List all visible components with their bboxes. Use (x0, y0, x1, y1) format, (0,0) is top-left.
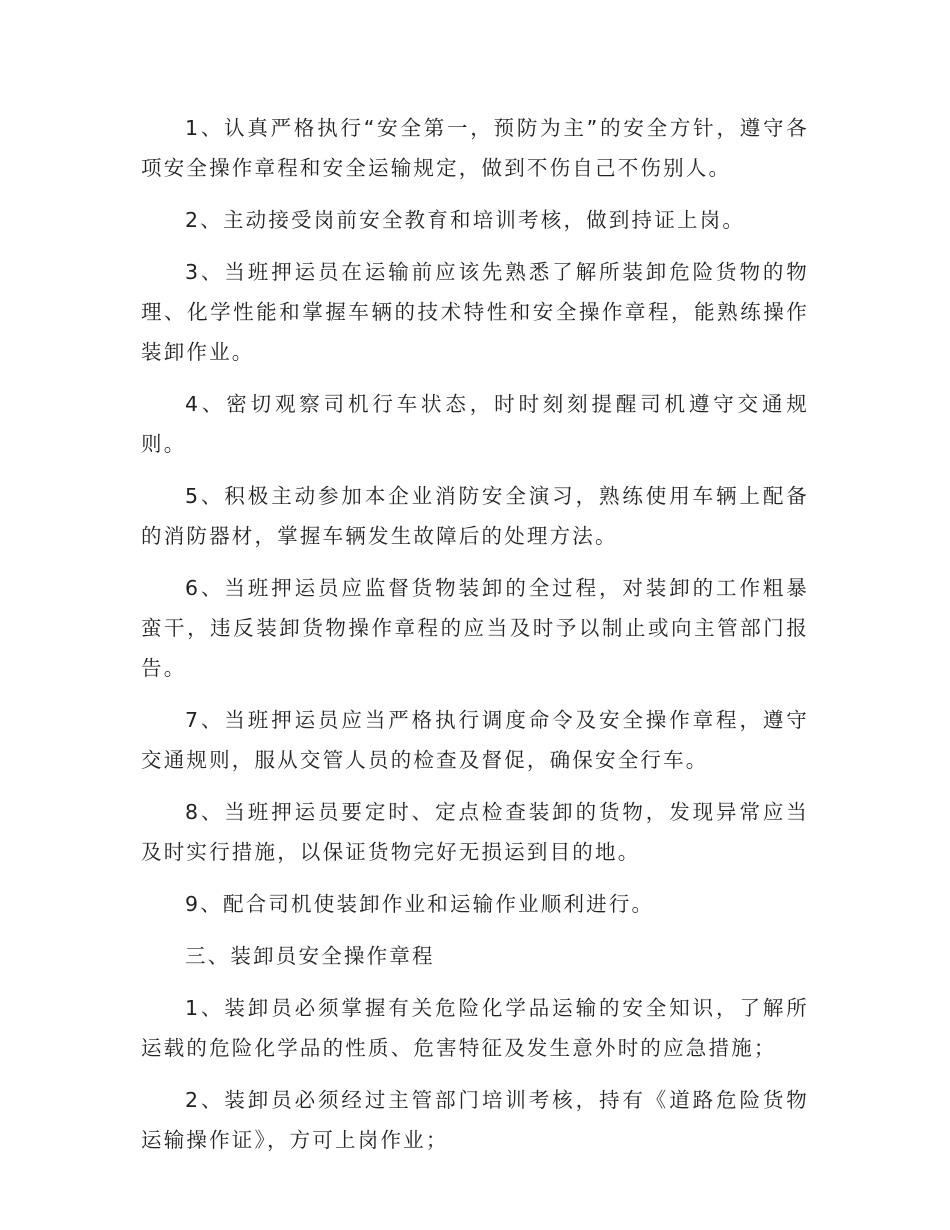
paragraph-item-2: 2、主动接受岗前安全教育和培训考核，做到持证上岗。 (185, 208, 746, 232)
paragraph-item-5: 5、积极主动参加本企业消防安全演习，熟练使用车辆上配备的消防器材，掌握车辆发生故障后的处理方法。 (141, 484, 809, 548)
paragraph-item-3: 3、当班押运员在运输前应该先熟悉了解所装卸危险货物的物理、化学性能和掌握车辆的技术特性和安全操作章程，能熟练操作装卸作业。 (141, 260, 809, 364)
paragraph-item-1: 1、认真严格执行“安全第一，预防为主”的安全方针，遵守各项安全操作章程和安全运输规定，做到不伤自己不伤别人。 (141, 116, 809, 180)
paragraph-item-8: 8、当班押运员要定时、定点检查装卸的货物，发现异常应当及时实行措施，以保证货物完好无损运到目的地。 (141, 800, 809, 864)
paragraph-item-7: 7、当班押运员应当严格执行调度命令及安全操作章程，遵守交通规则，服从交管人员的检查及督促，确保安全行车。 (141, 708, 809, 772)
loader-paragraph-1: 1、装卸员必须掌握有关危险化学品运输的安全知识，了解所运载的危险化学品的性质、危害特征及发生意外时的应急措施； (141, 996, 809, 1060)
document-body (141, 108, 809, 1172)
paragraph-item-9: 9、配合司机使装卸作业和运输作业顺利进行。 (185, 892, 655, 916)
section-heading: 三、装卸员安全操作章程 (185, 944, 435, 968)
paragraph-item-4: 4、密切观察司机行车状态，时时刻刻提醒司机遵守交通规则。 (141, 392, 809, 456)
loader-paragraph-2: 2、装卸员必须经过主管部门培训考核，持有《道路危险货物运输操作证》，方可上岗作业； (141, 1088, 809, 1152)
paragraph-item-6: 6、当班押运员应监督货物装卸的全过程，对装卸的工作粗暴蛮干，违反装卸货物操作章程的应当及时予以制止或向主管部门报告。 (141, 576, 809, 680)
